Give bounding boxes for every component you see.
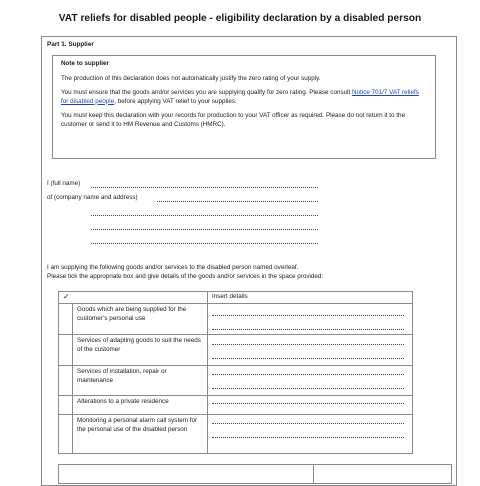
intro-line-2: Please tick the appropriate box and give details of the goods and/or services in the space provided:	[47, 272, 324, 280]
details-adapting[interactable]	[208, 335, 413, 366]
supply-intro	[47, 264, 447, 281]
notice-701-7-link[interactable]: Notice 701/7 VAT reliefs for disabled people	[61, 89, 419, 105]
full-name-field[interactable]	[91, 187, 318, 188]
details-line	[212, 344, 404, 345]
company-label: of (company name and address)	[47, 194, 138, 201]
goods-services-table	[58, 291, 413, 454]
note-paragraph-2-text: You must ensure that the goods and/or services you are supplying qualify for zero rating. Please consult	[61, 89, 352, 97]
part1-heading: Part 1. Supplier	[47, 41, 94, 48]
row-label-alarm: Monitoring a personal alarm call system for the personal use of the disabled person	[73, 415, 208, 454]
company-field-line-4[interactable]	[91, 243, 318, 244]
tick-box-goods[interactable]	[59, 304, 73, 335]
details-alarm[interactable]	[208, 415, 413, 454]
full-name-label: I (full name)	[47, 180, 81, 187]
details-line	[212, 388, 404, 389]
note-title: Note to supplier	[61, 60, 109, 67]
details-installation[interactable]	[208, 366, 413, 396]
row-label-alterations: Alterations to a private residence	[73, 396, 208, 415]
row-label-installation: Services of installation, repair or maintenance	[73, 366, 208, 396]
tick-box-installation[interactable]	[59, 366, 73, 396]
row-label-goods: Goods which are being supplied for the customer’s personal use	[73, 304, 208, 335]
tick-box-adapting[interactable]	[59, 335, 73, 366]
table-header-row	[59, 292, 413, 304]
tick-box-alarm[interactable]	[59, 415, 73, 454]
company-field-line-1[interactable]	[157, 201, 318, 202]
table-row	[59, 366, 413, 396]
details-line	[212, 437, 404, 438]
details-goods[interactable]	[208, 304, 413, 335]
table-row	[59, 415, 413, 454]
intro-line-1: I am supplying the following goods and/or services to the disabled person named overleaf.	[47, 264, 299, 271]
details-line	[212, 374, 404, 375]
note-paragraph-3: You must keep this declaration with your records for production to your VAT officer as required. Please do not return it to the customer or send it to HM Revenue and Customs (HMRC).	[61, 112, 406, 128]
details-line	[212, 329, 404, 330]
note-paragraph-1: The production of this declaration does not automatically justify the zero rating of your supply.	[61, 74, 321, 82]
table-row	[59, 396, 413, 415]
tick-column-header: ✓	[59, 292, 208, 304]
table-row	[59, 335, 413, 366]
company-field-line-3[interactable]	[91, 229, 318, 230]
page-title: VAT reliefs for disabled people - eligibility declaration by a disabled person	[58, 13, 422, 24]
note-paragraph-2	[61, 89, 427, 106]
table-row	[59, 304, 413, 335]
signature-box-divider	[313, 464, 314, 484]
row-label-adapting: Services of adapting goods to suit the needs of the customer	[73, 335, 208, 366]
details-line	[212, 358, 404, 359]
details-line	[212, 315, 404, 316]
details-alterations[interactable]	[208, 396, 413, 415]
details-line	[212, 423, 404, 424]
details-line	[212, 403, 404, 404]
note-paragraph-2-text-end: , before applying VAT relief to your supplies.	[114, 97, 237, 105]
insert-details-header: Insert details	[208, 292, 413, 304]
note-to-supplier-box	[52, 55, 436, 159]
company-field-line-2[interactable]	[91, 215, 318, 216]
signature-box	[58, 464, 452, 484]
tick-box-alterations[interactable]	[59, 396, 73, 415]
